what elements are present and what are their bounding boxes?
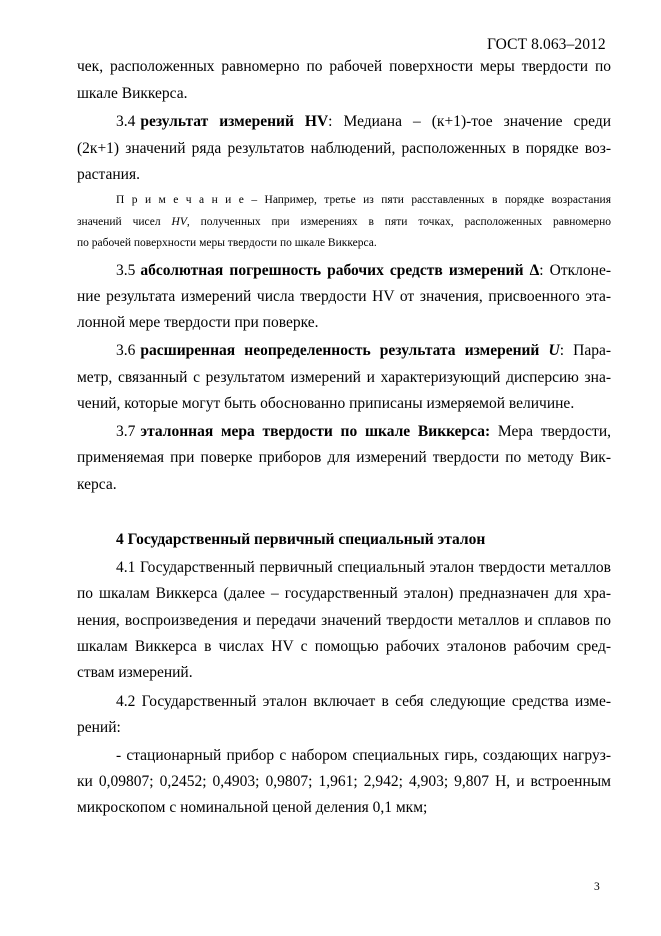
document-header: ГОСТ 8.063–2012 bbox=[487, 36, 606, 53]
text-line: рений: bbox=[77, 719, 121, 736]
text-line: чек, расположенных равномерно по рабочей поверхности меры твердости по bbox=[77, 58, 611, 75]
clause-number: 3.6 bbox=[116, 342, 136, 359]
text-line: ствам измерений. bbox=[77, 664, 193, 681]
definition-3-4 bbox=[116, 113, 611, 131]
text-line: (2к+1) значений ряда результатов наблюдений, расположенных в порядке воз- bbox=[77, 140, 611, 157]
text-line: растания. bbox=[77, 166, 140, 183]
term: абсолютная погрешность рабочих средств измерений Δ bbox=[140, 262, 540, 279]
term: результат измерений HV bbox=[140, 113, 329, 130]
clause-number: 3.5 bbox=[116, 262, 136, 279]
definition-3-6 bbox=[116, 342, 611, 360]
clause-number: 3.7 bbox=[116, 423, 136, 440]
text-line: шкале Виккерса. bbox=[77, 85, 188, 102]
definition-3-5 bbox=[116, 262, 611, 280]
definition-text: : Отклоне- bbox=[539, 262, 611, 279]
term: эталонная мера твердости по шкале Виккерса: bbox=[140, 423, 491, 440]
text-line: ки 0,09807; 0,2452; 0,4903; 0,9807; 1,961; 2,942; 4,903; 9,807 Н, и встроенным bbox=[77, 773, 611, 790]
text-line: керса. bbox=[77, 476, 117, 493]
text-line: шкалам Виккерса в числах HV с помощью рабочих эталонов рабочим сред- bbox=[77, 638, 611, 655]
text-line: ние результата измерений числа твердости HV от значения, присвоенного эта- bbox=[77, 288, 611, 305]
definition-text: : Медиана – (к+1)-тое значение среди bbox=[328, 113, 611, 130]
u-symbol: U bbox=[548, 342, 560, 359]
section-heading: 4 Государственный первичный специальный эталон bbox=[116, 531, 486, 548]
text-line: метр, связанный с результатом измерений и характеризующий дисперсию зна- bbox=[77, 369, 611, 386]
page-number: 3 bbox=[594, 881, 600, 893]
text-line: микроскопом с номинальной ценой деления 0,1 мкм; bbox=[77, 799, 428, 816]
note-line: по рабочей поверхности меры твердости по шкале Виккерса. bbox=[77, 237, 377, 249]
text-line: применяемая при поверке приборов для измерений твердости по методу Вик- bbox=[77, 449, 611, 466]
text-line: чений, которые могут быть обоснованно приписаны измеряемой величине. bbox=[77, 395, 575, 412]
text-line: лонной мере твердости при поверке. bbox=[77, 314, 319, 331]
clause-number: 3.4 bbox=[116, 113, 136, 130]
definition-3-7 bbox=[116, 423, 611, 441]
text-line: 4.2 Государственный эталон включает в себя следующие средства изме- bbox=[116, 693, 611, 710]
note-line: П р и м е ч а н и е – Например, третье из пяти расставленных в порядке возрастания bbox=[116, 194, 611, 206]
text-line: 4.1 Государственный первичный специальный эталон твердости металлов bbox=[116, 559, 611, 576]
text-line: по шкалам Виккерса (далее – государственный эталон) предназначен для хра- bbox=[77, 585, 611, 602]
note-line: значений чисел HV, полученных при измерениях в пяти точках, расположенных равномерно bbox=[77, 216, 611, 228]
term: расширенная неопределенность результата измерений bbox=[140, 342, 540, 359]
hv-symbol: HV bbox=[171, 216, 187, 228]
list-item: - стационарный прибор с набором специальных гирь, создающих нагруз- bbox=[116, 747, 611, 764]
text-line: нения, воспроизведения и передачи значений твердости металлов и сплавов по bbox=[77, 612, 611, 629]
definition-text: Мера твердости, bbox=[490, 423, 611, 440]
note-label: П р и м е ч а н и е bbox=[116, 194, 244, 206]
definition-text: : Пара- bbox=[559, 342, 612, 359]
